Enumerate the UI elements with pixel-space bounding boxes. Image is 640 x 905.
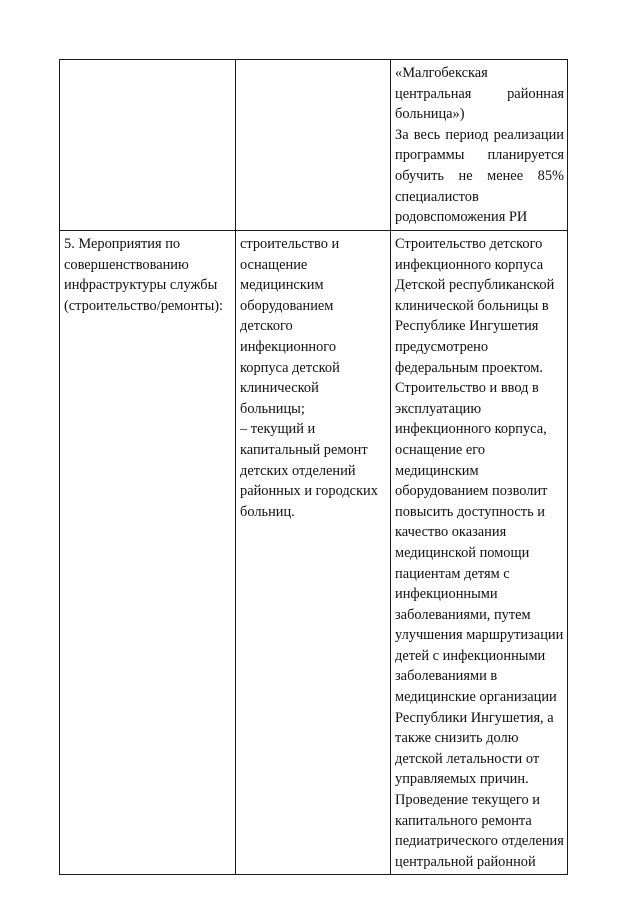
text-line: медицинским	[395, 462, 479, 479]
text-line: строительство и	[240, 236, 340, 252]
text-line: специалистов	[395, 188, 479, 205]
text-line: центральная районная	[395, 85, 564, 102]
text-line: детского	[240, 318, 293, 335]
text-line: инфекционного корпуса,	[395, 421, 547, 438]
text-line: оборудованием	[240, 297, 334, 314]
text-line: программы планируется	[395, 147, 564, 164]
text-line: клинической	[240, 380, 319, 397]
text-line: За весь период реализации	[395, 126, 564, 143]
text-line: больниц.	[240, 503, 295, 520]
text-line: оснащение его	[395, 441, 486, 458]
text-line: детской летальности от	[395, 750, 540, 767]
text-line: районных и городских	[240, 483, 378, 500]
cell-measure-empty	[60, 60, 236, 231]
text-line: заболеваниями в	[395, 668, 498, 685]
text-line: центральной районной	[395, 853, 536, 870]
text-line: эксплуатацию	[395, 400, 482, 417]
hospital-name-text	[395, 63, 564, 125]
cell-measure-description	[236, 231, 391, 875]
cell-measure-title	[60, 231, 236, 875]
table-row-continued	[60, 60, 568, 231]
text-line: медицинские организации	[395, 689, 557, 706]
table-row-infrastructure	[60, 231, 568, 875]
text-line: инфекционного	[240, 338, 337, 355]
text-line: (строительство/ремонты):	[64, 297, 224, 314]
text-line: капитальный ремонт	[240, 441, 368, 458]
text-line: Республики Ингушетия, а	[395, 709, 554, 726]
text-line: 5. Мероприятия по	[64, 236, 181, 252]
text-line: капитального ремонта	[395, 812, 532, 829]
text-line: педиатрического отделения	[395, 833, 564, 850]
text-line: управляемых причин.	[395, 771, 529, 788]
text-line: больница»)	[395, 106, 465, 123]
text-line: оснащение	[240, 256, 308, 273]
text-line: детей с инфекционными	[395, 647, 546, 664]
text-line: Проведение текущего и	[395, 792, 540, 809]
text-line: качество оказания	[395, 524, 507, 541]
text-line: Строительство детского	[395, 236, 543, 252]
text-line: пациентам детям с	[395, 565, 510, 582]
training-plan-text	[395, 125, 564, 228]
text-line: обучить не менее 85%	[395, 167, 564, 184]
text-line: – текущий и	[240, 421, 316, 438]
text-line: клинической больницы в	[395, 297, 549, 314]
cell-measure-result	[391, 231, 568, 875]
text-line: также снизить долю	[395, 730, 519, 747]
text-line: инфекционного корпуса	[395, 256, 544, 273]
text-line: Детской республиканской	[395, 277, 555, 294]
text-line: федеральным проектом.	[395, 359, 543, 376]
cell-result-continued	[391, 60, 568, 231]
text-line: родовспоможения РИ	[395, 209, 528, 226]
text-line: корпуса детской	[240, 359, 340, 376]
text-line: улучшения маршрутизации	[395, 627, 564, 644]
text-line: оборудованием позволит	[395, 483, 548, 500]
measures-table	[59, 59, 568, 875]
text-line: совершенствованию	[64, 256, 189, 273]
text-line: предусмотрено	[395, 338, 489, 355]
text-line: Республике Ингушетия	[395, 318, 539, 335]
text-line: инфраструктуры службы	[64, 277, 218, 294]
text-line: больницы;	[240, 400, 305, 417]
text-line: медицинской помощи	[395, 544, 530, 561]
text-line: «Малгобекская	[395, 65, 488, 81]
text-line: повысить доступность и	[395, 503, 545, 520]
cell-description-empty	[236, 60, 391, 231]
text-line: заболеваниями, путем	[395, 606, 531, 623]
text-line: инфекционными	[395, 586, 498, 603]
text-line: медицинским	[240, 277, 324, 294]
text-line: Строительство и ввод в	[395, 380, 539, 397]
text-line: детских отделений	[240, 462, 356, 479]
